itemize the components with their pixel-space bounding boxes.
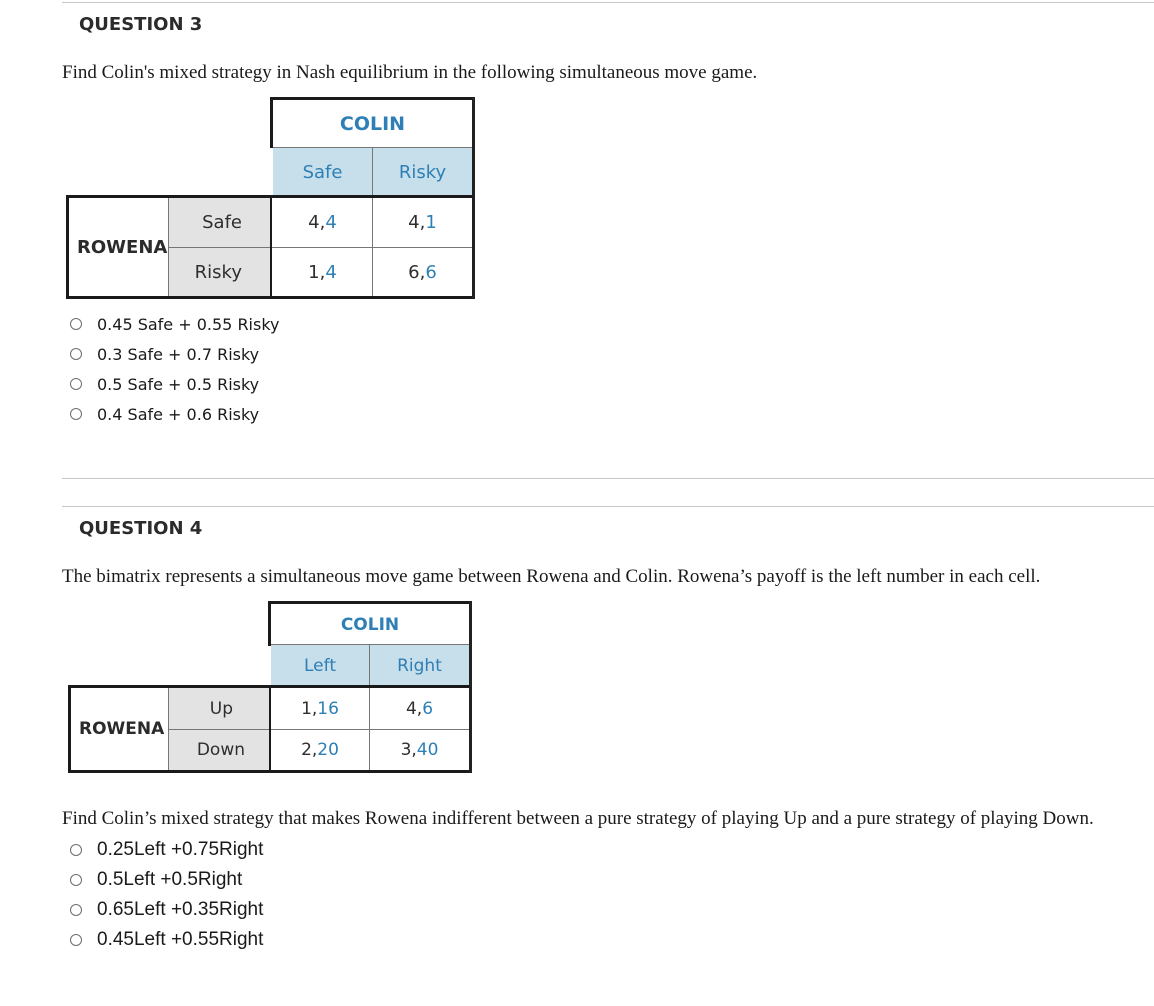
question-4-title: QUESTION 4 bbox=[79, 518, 203, 539]
radio-button[interactable] bbox=[70, 874, 82, 886]
row-strategy-risky: Risky bbox=[169, 248, 270, 296]
payoff-cell: 4, 4 bbox=[308, 212, 337, 233]
question-4-prompt: The bimatrix represents a simultaneous move game between Rowena and Colin. Rowena’s payoff is the left number in each cell. bbox=[62, 566, 1041, 587]
payoff-cell: 6, 6 bbox=[408, 261, 437, 283]
row-strategy-safe: Safe bbox=[169, 198, 270, 247]
q4-option-3[interactable] bbox=[70, 898, 263, 922]
q3-option-3[interactable] bbox=[70, 372, 259, 396]
col-player-label: COLIN bbox=[340, 614, 400, 635]
payoff-cell: 3, 40 bbox=[400, 740, 439, 760]
option-label: 0.5Left +0.5Right bbox=[97, 869, 243, 890]
q4-option-2[interactable] bbox=[70, 868, 242, 892]
question-3-title: QUESTION 3 bbox=[79, 14, 203, 35]
row-strategy-up: Up bbox=[169, 688, 269, 729]
radio-button[interactable] bbox=[70, 378, 82, 390]
option-label: 0.3 Safe + 0.7 Risky bbox=[97, 344, 260, 364]
grid-line bbox=[271, 644, 469, 645]
radio-button[interactable] bbox=[70, 844, 82, 856]
option-label: 0.45 Safe + 0.55 Risky bbox=[97, 314, 280, 334]
question-4-followup: Find Colin’s mixed strategy that makes Rowena indifferent between a pure strategy of playing Up and a pure strategy of playing Down. bbox=[62, 808, 1094, 829]
q3-option-2[interactable] bbox=[70, 342, 259, 366]
question-divider bbox=[62, 478, 1154, 479]
q3-option-4[interactable] bbox=[70, 402, 259, 426]
option-label: 0.25Left +0.75Right bbox=[97, 839, 264, 860]
question-3-prompt: Find Colin's mixed strategy in Nash equilibrium in the following simultaneous move game. bbox=[62, 62, 758, 83]
radio-button[interactable] bbox=[70, 934, 82, 946]
matrix-body-border bbox=[68, 685, 472, 773]
q4-option-4[interactable] bbox=[70, 928, 263, 952]
payoff-cell: 1, 16 bbox=[301, 698, 339, 719]
col-strategy-left: Left bbox=[271, 645, 369, 686]
radio-button[interactable] bbox=[70, 904, 82, 916]
matrix-right-border bbox=[469, 601, 472, 773]
matrix-right-border bbox=[472, 97, 475, 299]
col-strategy-right: Right bbox=[370, 645, 469, 686]
col-strategy-safe: Safe bbox=[273, 148, 372, 196]
row-player-label: ROWENA bbox=[79, 719, 165, 739]
row-strategy-down: Down bbox=[169, 730, 269, 770]
option-label: 0.5 Safe + 0.5 Risky bbox=[97, 374, 260, 394]
option-label: 0.4 Safe + 0.6 Risky bbox=[97, 404, 260, 424]
radio-button[interactable] bbox=[70, 348, 82, 360]
row-player-label: ROWENA bbox=[77, 236, 168, 258]
option-label: 0.65Left +0.35Right bbox=[97, 899, 264, 920]
payoff-cell: 4, 6 bbox=[405, 698, 434, 719]
payoff-cell: 4, 1 bbox=[408, 212, 437, 233]
q3-option-1[interactable] bbox=[70, 312, 280, 336]
col-strategy-risky: Risky bbox=[373, 148, 472, 196]
radio-button[interactable] bbox=[70, 318, 82, 330]
radio-button[interactable] bbox=[70, 408, 82, 420]
payoff-cell: 2, 20 bbox=[301, 740, 339, 760]
question-divider bbox=[62, 506, 1154, 507]
q4-option-1[interactable] bbox=[70, 838, 263, 862]
payoff-cell: 1, 4 bbox=[308, 261, 337, 283]
matrix-body-border bbox=[66, 195, 475, 299]
top-divider bbox=[62, 2, 1154, 3]
option-label: 0.45Left +0.55Right bbox=[97, 929, 264, 950]
col-player-label: COLIN bbox=[339, 113, 406, 135]
